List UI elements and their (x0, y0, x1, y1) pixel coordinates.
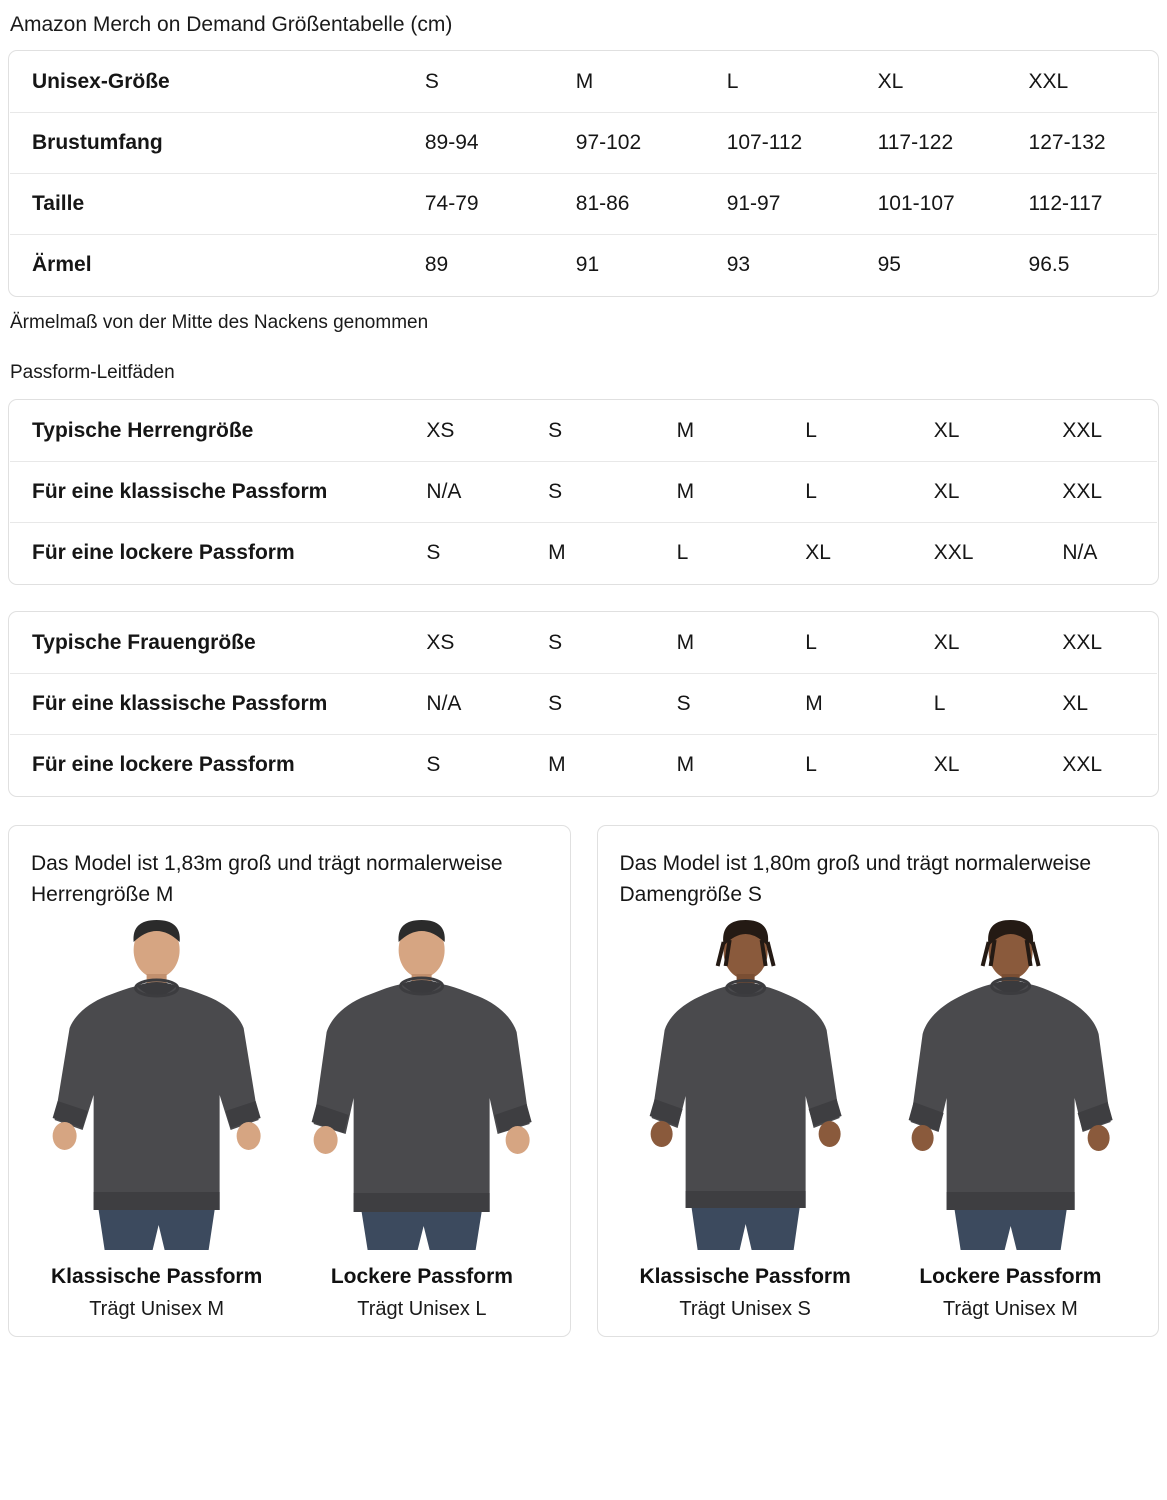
cell: N/A (404, 462, 526, 523)
cell: XL (912, 613, 1041, 674)
row-label: Für eine lockere Passform (32, 753, 295, 776)
fit-wears: Trägt Unisex M (942, 1298, 1078, 1320)
cell: M (655, 462, 784, 523)
size-table-container (8, 50, 1159, 297)
womens-fit-table-container (8, 611, 1159, 797)
cell: XL (805, 541, 831, 564)
male-model-classic-illustration (31, 920, 282, 1250)
cell: L (783, 613, 912, 674)
cell: XXL (1007, 52, 1158, 113)
cell: N/A (404, 674, 526, 735)
cell: M (548, 541, 566, 564)
cell: 89 (424, 253, 449, 276)
table-row (10, 674, 1158, 735)
table-row (10, 401, 1158, 462)
row-label: Taille (10, 174, 403, 235)
cell: L (783, 401, 912, 462)
model-caption: Das Model ist 1,83m groß und trägt normalerweise Herrengröße M (31, 852, 503, 906)
cell: L (805, 753, 817, 776)
fit-title: Lockere Passform (919, 1265, 1102, 1288)
cell: XXL (1040, 613, 1157, 674)
fit-title: Klassische Passform (50, 1265, 263, 1288)
table-row (10, 174, 1158, 235)
cell: M (548, 753, 566, 776)
cell: 127-132 (1007, 113, 1158, 174)
cell: XL (912, 462, 1041, 523)
row-label: Für eine lockere Passform (32, 541, 295, 564)
row-label: Für eine klassische Passform (10, 674, 405, 735)
cell: XXL (933, 541, 974, 564)
cell: L (783, 462, 912, 523)
figure-loose-fit-men (296, 920, 547, 1322)
cell: 89-94 (403, 113, 554, 174)
figure-row (31, 920, 548, 1322)
cell: S (426, 541, 441, 564)
cell: XL (1040, 674, 1157, 735)
cell: M (676, 753, 695, 776)
cell: 117-122 (856, 113, 1007, 174)
fit-guides-label: Passform-Leitfäden (10, 362, 175, 383)
page-title: Amazon Merch on Demand Größentabelle (cm) (10, 13, 453, 36)
table-row (10, 462, 1158, 523)
cell: 112-117 (1007, 174, 1158, 235)
row-label: Unisex-Größe (10, 52, 403, 113)
model-cards (8, 825, 1159, 1337)
table-row (10, 613, 1158, 674)
table-row (10, 113, 1158, 174)
cell: 101-107 (856, 174, 1007, 235)
cell: S (526, 401, 655, 462)
mens-fit-table-container (8, 399, 1159, 585)
cell: XS (404, 401, 526, 462)
cell: XXL (1040, 401, 1157, 462)
mens-model-card (8, 825, 571, 1337)
cell: 74-79 (403, 174, 554, 235)
womens-fit-table (9, 612, 1158, 796)
cell: M (554, 52, 705, 113)
cell: 93 (726, 253, 751, 276)
cell: 91 (575, 253, 600, 276)
cell: 97-102 (554, 113, 705, 174)
cell: XXL (1062, 753, 1103, 776)
cell: XS (404, 613, 526, 674)
cell: S (426, 753, 441, 776)
row-label: Für eine klassische Passform (10, 462, 405, 523)
table-row (10, 235, 1158, 296)
row-label: Typische Herrengröße (10, 401, 405, 462)
fit-title: Klassische Passform (639, 1265, 851, 1288)
cell: XXL (1040, 462, 1157, 523)
size-table (9, 51, 1158, 296)
model-caption: Das Model ist 1,80m groß und trägt normalerweise Damengröße S (619, 852, 1092, 906)
sleeve-measurement-note: Ärmelmaß von der Mitte des Nackens genommen (10, 312, 429, 333)
row-label: Typische Frauengröße (10, 613, 405, 674)
cell: 91-97 (705, 174, 856, 235)
table-row (10, 735, 1158, 796)
female-model-loose-illustration (885, 920, 1136, 1250)
female-model-classic-illustration (620, 920, 871, 1250)
mens-fit-table (9, 400, 1158, 584)
cell: 107-112 (705, 113, 856, 174)
fit-wears: Trägt Unisex S (679, 1298, 811, 1320)
cell: M (783, 674, 912, 735)
cell: L (676, 541, 689, 564)
table-row (10, 523, 1158, 584)
cell: S (403, 52, 554, 113)
fit-title: Lockere Passform (330, 1265, 513, 1288)
cell: L (705, 52, 856, 113)
cell: N/A (1062, 541, 1098, 564)
cell: S (655, 674, 784, 735)
cell: 96.5 (1028, 253, 1070, 276)
figure-classic-fit-men (31, 920, 282, 1322)
row-label: Brustumfang (10, 113, 403, 174)
cell: 81-86 (554, 174, 705, 235)
cell: S (526, 674, 655, 735)
male-model-loose-illustration (296, 920, 547, 1250)
womens-model-card (597, 825, 1160, 1337)
figure-row (620, 920, 1137, 1322)
cell: S (526, 462, 655, 523)
cell: M (655, 613, 784, 674)
cell: L (912, 674, 1041, 735)
cell: XL (912, 401, 1041, 462)
fit-wears: Trägt Unisex L (357, 1298, 487, 1320)
cell: 95 (877, 253, 901, 276)
cell: XL (933, 753, 960, 776)
cell: S (526, 613, 655, 674)
row-label: Ärmel (32, 253, 92, 276)
cell: M (655, 401, 784, 462)
figure-loose-fit-women (885, 920, 1136, 1322)
figure-classic-fit-women (620, 920, 871, 1322)
table-row (10, 52, 1158, 113)
fit-wears: Trägt Unisex M (89, 1298, 225, 1320)
cell: XL (856, 52, 1007, 113)
